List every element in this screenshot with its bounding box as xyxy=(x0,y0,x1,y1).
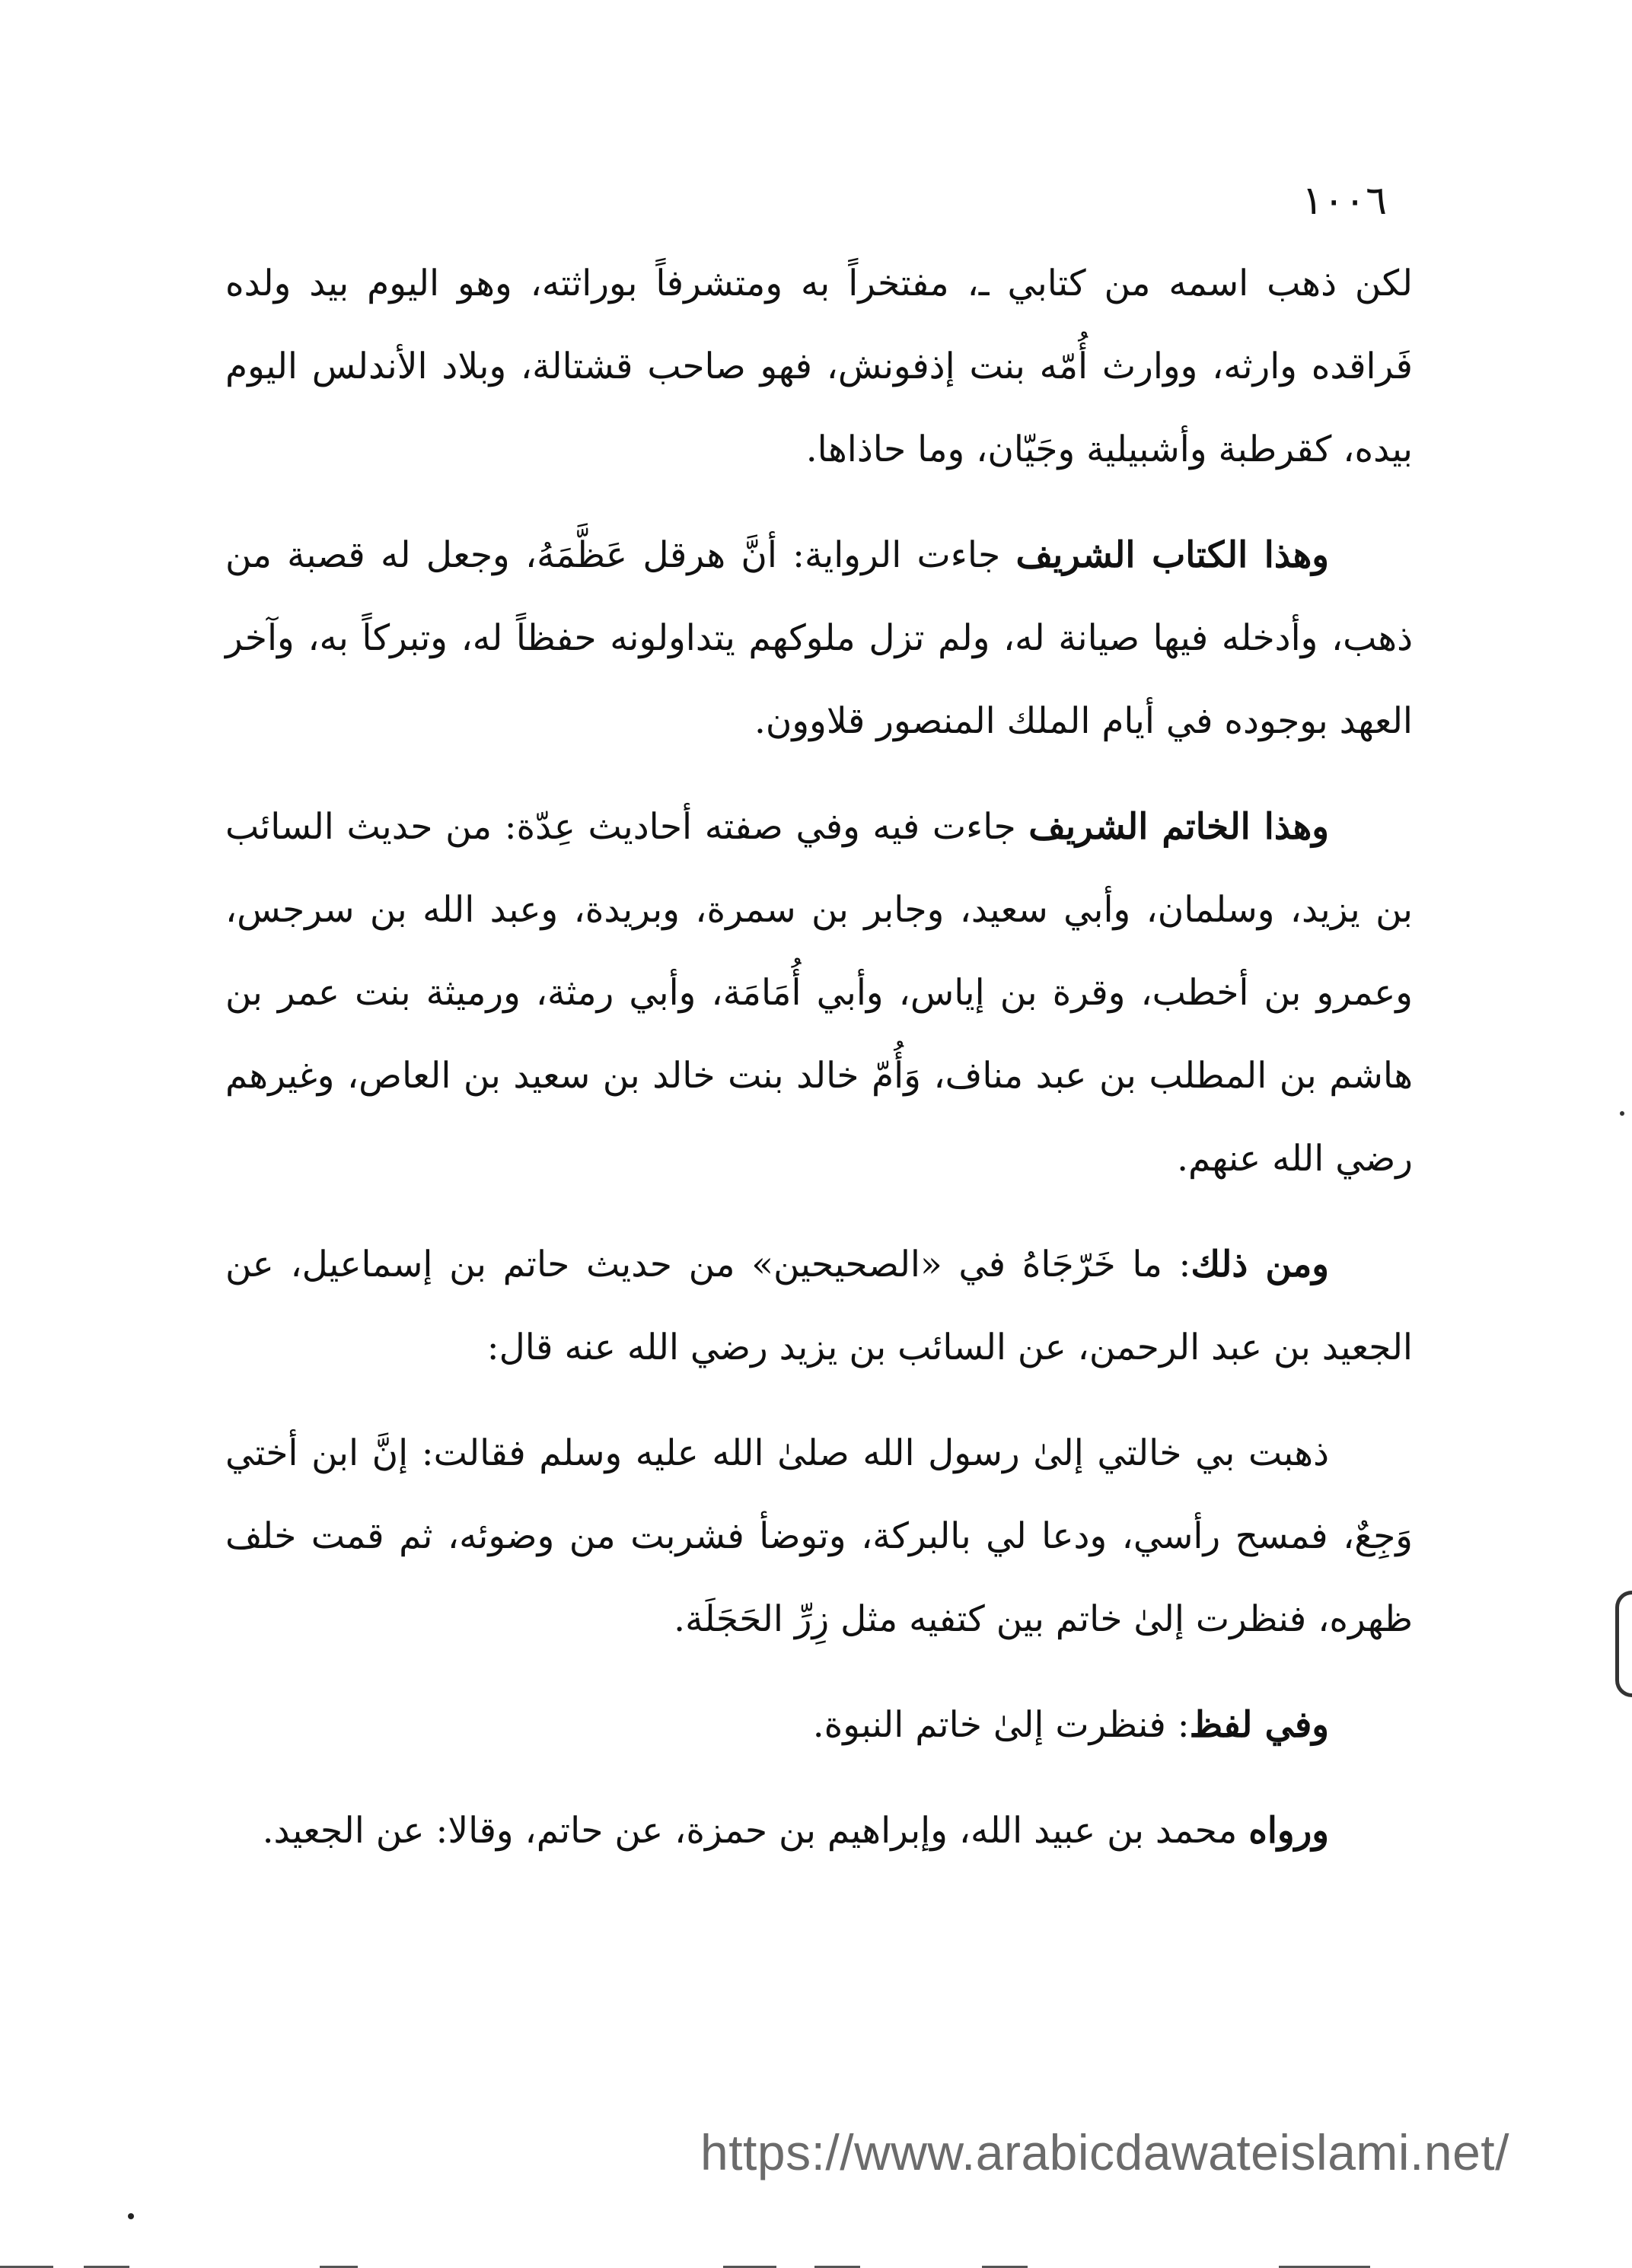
paragraph-2-lead: وهذا الكتاب الشريف xyxy=(1015,534,1329,576)
scan-edge-mark xyxy=(1615,1591,1632,1697)
paragraph-6-lead: وفي لفظ xyxy=(1189,1704,1329,1746)
paragraph-7 xyxy=(225,1789,1413,1872)
scan-speck xyxy=(1620,1111,1624,1116)
paragraph-6 xyxy=(225,1683,1413,1766)
paragraph-4 xyxy=(225,1223,1413,1389)
paragraph-7-text: محمد بن عبيد الله، وإبراهيم بن حمزة، عن حاتم، وقالا: عن الجعيد. xyxy=(262,1810,1249,1852)
paragraph-4-lead: ومن ذلك xyxy=(1191,1244,1329,1285)
scan-speck xyxy=(128,2213,134,2219)
paragraph-1 xyxy=(225,242,1413,491)
watermark-url: https://www.arabicdawateislami.net/ xyxy=(700,2124,1509,2180)
paragraph-2 xyxy=(225,514,1413,763)
page-number: ١٠٠٦ xyxy=(1302,178,1387,224)
paragraph-2-text: جاءت الرواية: أنَّ هرقل عَظَّمَهُ، وجعل له قصبة من ذهب، وأدخله فيها صيانة له، ولم تزل ملوكهم يتداولونه حفظاً له، وتبركاً به، وآخر العهد بوجوده في أيام الملك المنصور قلاوون. xyxy=(225,534,1413,742)
paragraph-4-text: : ما خَرّجَاهُ في «الصحيحين» من حديث حاتم بن إسماعيل، عن الجعيد بن عبد الرحمن، عن السائب بن يزيد رضي الله عنه قال: xyxy=(225,1244,1413,1368)
paragraph-6-text: : فنظرت إلىٰ خاتم النبوة. xyxy=(812,1704,1190,1746)
paragraph-3-text: جاءت فيه وفي صفته أحاديث عِدّة: من حديث السائب بن يزيد، وسلمان، وأبي سعيد، وجابر بن سمرة، وبريدة، وعبد الله بن سرجس، وعمرو بن أخطب، وقرة بن إياس، وأبي أُمَامَة، وأبي رمثة، ورميثة بنت عمر بن هاشم بن المطلب بن عبد مناف، وَأُمّ خالد بنت خالد بن سعيد بن العاص، وغيرهم رضي الله عنهم. xyxy=(225,806,1413,1180)
paragraph-3-lead: وهذا الخاتم الشريف xyxy=(1028,806,1330,848)
paragraph-5-hadith xyxy=(225,1412,1413,1661)
paragraph-1-text: لكن ذهب اسمه من كتابي ـ، مفتخراً به ومتشرفاً بوراثته، وهو اليوم بيد ولده فَراقده وارثه، ووارث أُمّه بنت إذفونش، فهو صاحب قشتالة، وبلاد الأندلس اليوم بيده، كقرطبة وأشبيلية وجَيّان، وما حاذاها. xyxy=(225,263,1413,470)
paragraph-5-text: ذهبت بي خالتي إلىٰ رسول الله صلىٰ الله عليه وسلم فقالت: إنَّ ابن أختي وَجِعٌ، فمسح رأسي، ودعا لي بالبركة، وتوضأ فشربت من وضوئه، ثم قمت خلف ظهره، فنظرت إلىٰ خاتم بين كتفيه مثل زِرِّ الحَجَلَة. xyxy=(225,1432,1413,1640)
scan-bottom-edge xyxy=(0,2262,1632,2268)
paragraph-3 xyxy=(225,785,1413,1200)
paragraph-7-lead: ورواه xyxy=(1248,1810,1329,1852)
body-text xyxy=(225,242,1413,1895)
